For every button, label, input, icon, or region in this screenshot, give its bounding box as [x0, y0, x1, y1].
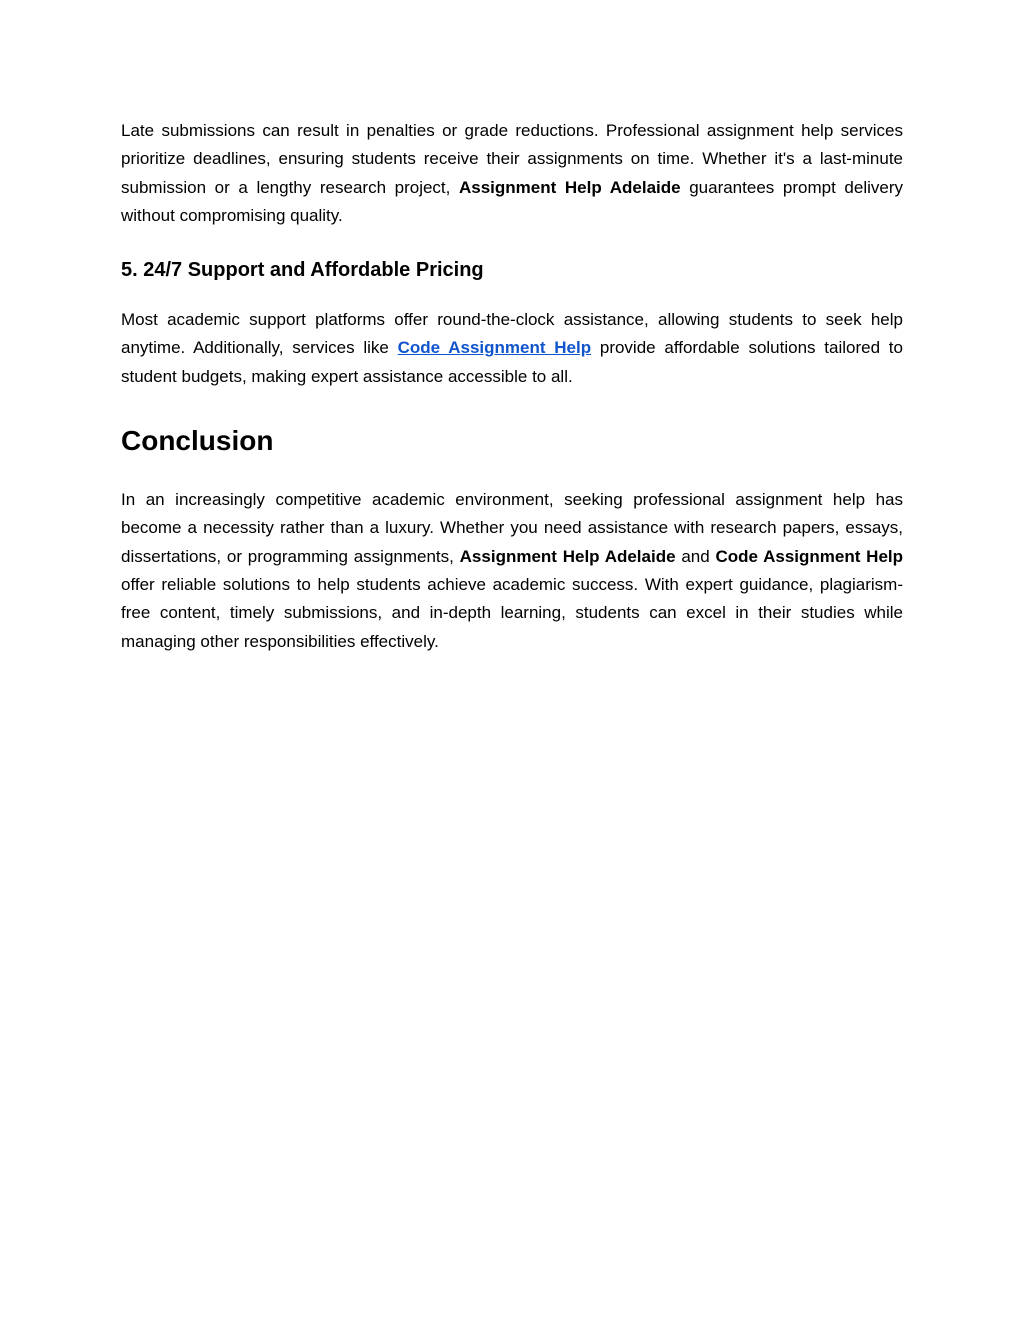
document-page [121, 117, 903, 656]
bold-term-assignment-help-adelaide: Assignment Help Adelaide [459, 546, 676, 566]
paragraph-timely-delivery [121, 117, 903, 230]
paragraph-support-pricing [121, 306, 903, 391]
paragraph-text: Most academic support platforms offer round-the-clock assistance, allowing students to seek help anytime. Additionally, services like [121, 310, 903, 358]
paragraph-text: offer reliable solutions to help students achieve academic success. With expert guidance, plagiarism-free content, timely submissions, and in-depth learning, students can excel in their studies while managing other responsibilities effectively. [121, 574, 903, 651]
code-assignment-help-link[interactable]: Code Assignment Help [397, 338, 592, 358]
bold-term-assignment-help-adelaide: Assignment Help Adelaide [459, 177, 681, 197]
paragraph-text: Late submissions can result in penalties or grade reductions. Professional assignment help services prioritize deadlines, ensuring students receive their assignments on time. Whether it's a last-minute submission or a lengthy research project, [121, 121, 903, 197]
paragraph-text: provide affordable solutions tailored to student budgets, making expert assistance accessible to all. [121, 338, 903, 386]
paragraph-text: In an increasingly competitive academic environment, seeking professional assignment help has become a necessity rather than a luxury. Whether you need assistance with research papers, essays, dissertations, or programming assignments, [121, 490, 903, 566]
bold-term-code-assignment-help: Code Assignment Help [715, 546, 904, 566]
paragraph-text: and [675, 546, 716, 566]
section-heading-conclusion: Conclusion [121, 425, 274, 457]
paragraph-text: guarantees prompt delivery without compromising quality. [121, 177, 903, 225]
section-heading-support-pricing: 5. 24/7 Support and Affordable Pricing [121, 259, 484, 282]
paragraph-conclusion [121, 486, 903, 656]
